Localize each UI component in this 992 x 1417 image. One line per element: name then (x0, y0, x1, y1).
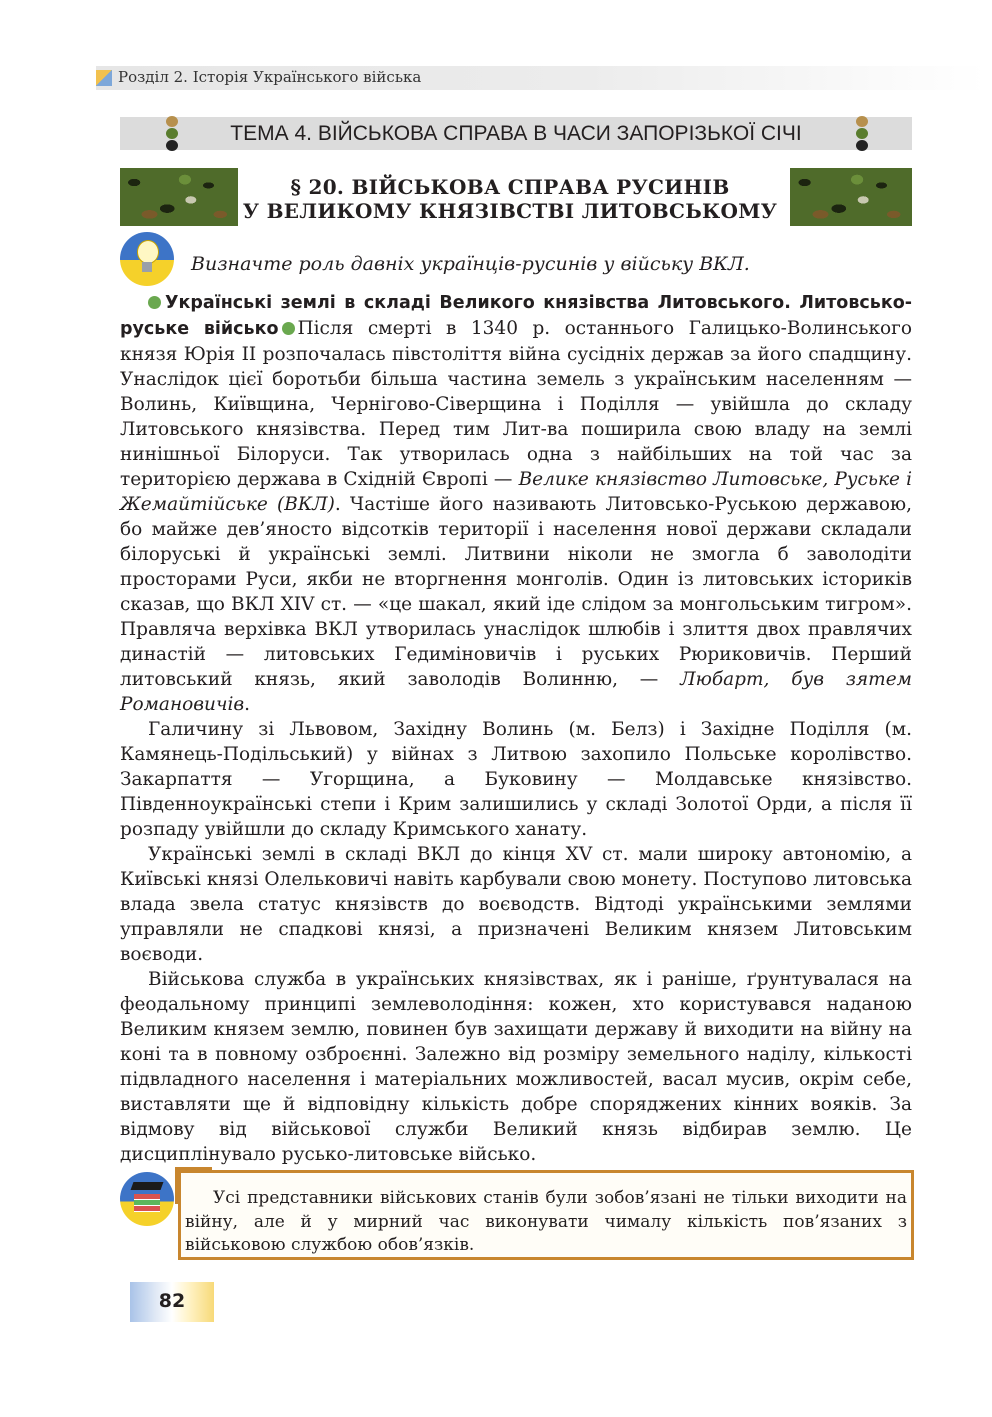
note-text-content: Усі представники військових станів були зобов’язані не тільки виходити на війну, але й у мирний час виконувати чималу кількість пов’язаних з військовою службою обов’язків. (185, 1188, 907, 1255)
page-number-badge (130, 1282, 214, 1322)
paragraph-1-emphasis-2: Любарт, був зятем Романовичів (120, 669, 913, 715)
camouflage-ornament-left (120, 168, 238, 226)
paragraph-3: Українські землі в складі ВКЛ до кінця XV ст. мали широку автономію, а Київські князі Олельковичі навіть карбували свою монету. Поступово литовська влада звела статус князівств до воєводств. Відтоді українськими землями управляли не спадкові князі, а призначені Великим князем Литовським воєводи. (120, 844, 912, 965)
paragraph-1 (120, 290, 912, 717)
camouflage-ornament-right (790, 168, 912, 226)
bullet-dot-icon (148, 296, 161, 309)
lesson-question: Визначте роль давніх українців-русинів у війську ВКЛ. (191, 253, 750, 275)
paragraph-1-text-a: Після смерті в 1340 р. останнього Галицько-Волинського князя Юрія ІІ розпочалась півстоліття війна сусідніх держав за його спадщину. Унаслідок цієї боротьби більша частина земель з українським населенням — Волинь, Київщина, Чернігово-Сіверщина і Поділля — увійшла до складу Литовського князівства. Перед тим Лит-ва поширила свою владу на землі нинішньої Білоруси. Так утворилась одна з найбільших на той час за територією держава в Східній Європі — (120, 318, 913, 490)
graduation-books-icon (120, 1172, 174, 1226)
paragraph-2: Галичину зі Львовом, Західну Волинь (м. Белз) і Західне Поділля (м. Камянець-Подільський) у війнах з Литвою захопило Польське королівство. Закарпаття — Угорщина, а Буковину — Молдавське князівство. Південноукраїнські степи і Крим залишились у складі Золотої Орди, а після її розпаду увійшли до складу Кримського ханату. (120, 719, 912, 840)
subheading: Українські землі в складі Великого князівства Литовського. Литовсько-руське військо (120, 293, 912, 339)
section-title-line1: § 20. ВІЙСЬКОВА СПРАВА РУСИНІВ (290, 175, 730, 199)
section-title-line2: У ВЕЛИКОМУ КНЯЗІВСТВІ ЛИТОВСЬКОМУ (242, 199, 778, 223)
paragraph-4: Військова служба в українських князівствах, як і раніше, ґрунтувалася на феодальному принципі землеволодіння: кожен, хто користувався наданою Великим князем землю, повинен був захищати державу й виходити на війну на коні та в повному озброєнні. Залежно від розміру земельного наділу, кількості підвладного населення і матеріальних можливостей, васал мусив, окрім себе, виставляти ще й відповідну кількість добре споряджених кінних вояків. За відмову від військової служби Великий князь відбирав землю. Це дисциплінувало русько-литовське військо. (120, 969, 912, 1165)
page-number: 82 (158, 1290, 186, 1312)
bead-ornament-icon (856, 116, 868, 152)
topic-title: ТЕМА 4. ВІЙСЬКОВА СПРАВА В ЧАСИ ЗАПОРІЗЬКОЇ СІЧІ (230, 122, 802, 145)
running-title: Розділ 2. Історія Українського війська (118, 68, 422, 86)
paragraph-1-emphasis-1: Велике князівство Литовське, Руське і Жемайтійське (ВКЛ) (120, 469, 912, 515)
topic-bar (120, 117, 912, 150)
paragraph-1-text-c: . (244, 694, 251, 715)
note-text (185, 1187, 907, 1258)
header-mark-icon (96, 70, 112, 86)
paragraph-1-text-b: . Частіше його називають Литовсько-Руською державою, бо майже дев’яносто відсотків території і населення нової держави складали білоруські й українські землі. Литвини ніколи не змогла б заволодіти просторами Руси, якби не вторгнення монголів. Один із литовських істориків сказав, що ВКЛ XIV ст. — «це шакал, який іде слідом за монгольським тигром». Правляча верхівка ВКЛ утворилась унаслідок шлюбів і злиття двох правлячих династій — литовських Гедиміновичів і руських Рюриковичів. Перший литовський князь, який заволодів Волинню, — (120, 494, 912, 690)
running-header (96, 66, 986, 90)
section-title (240, 175, 780, 223)
note-box (178, 1170, 914, 1260)
bullet-dot-icon (282, 322, 295, 335)
lightbulb-icon (120, 232, 174, 286)
body-text (120, 290, 912, 1167)
